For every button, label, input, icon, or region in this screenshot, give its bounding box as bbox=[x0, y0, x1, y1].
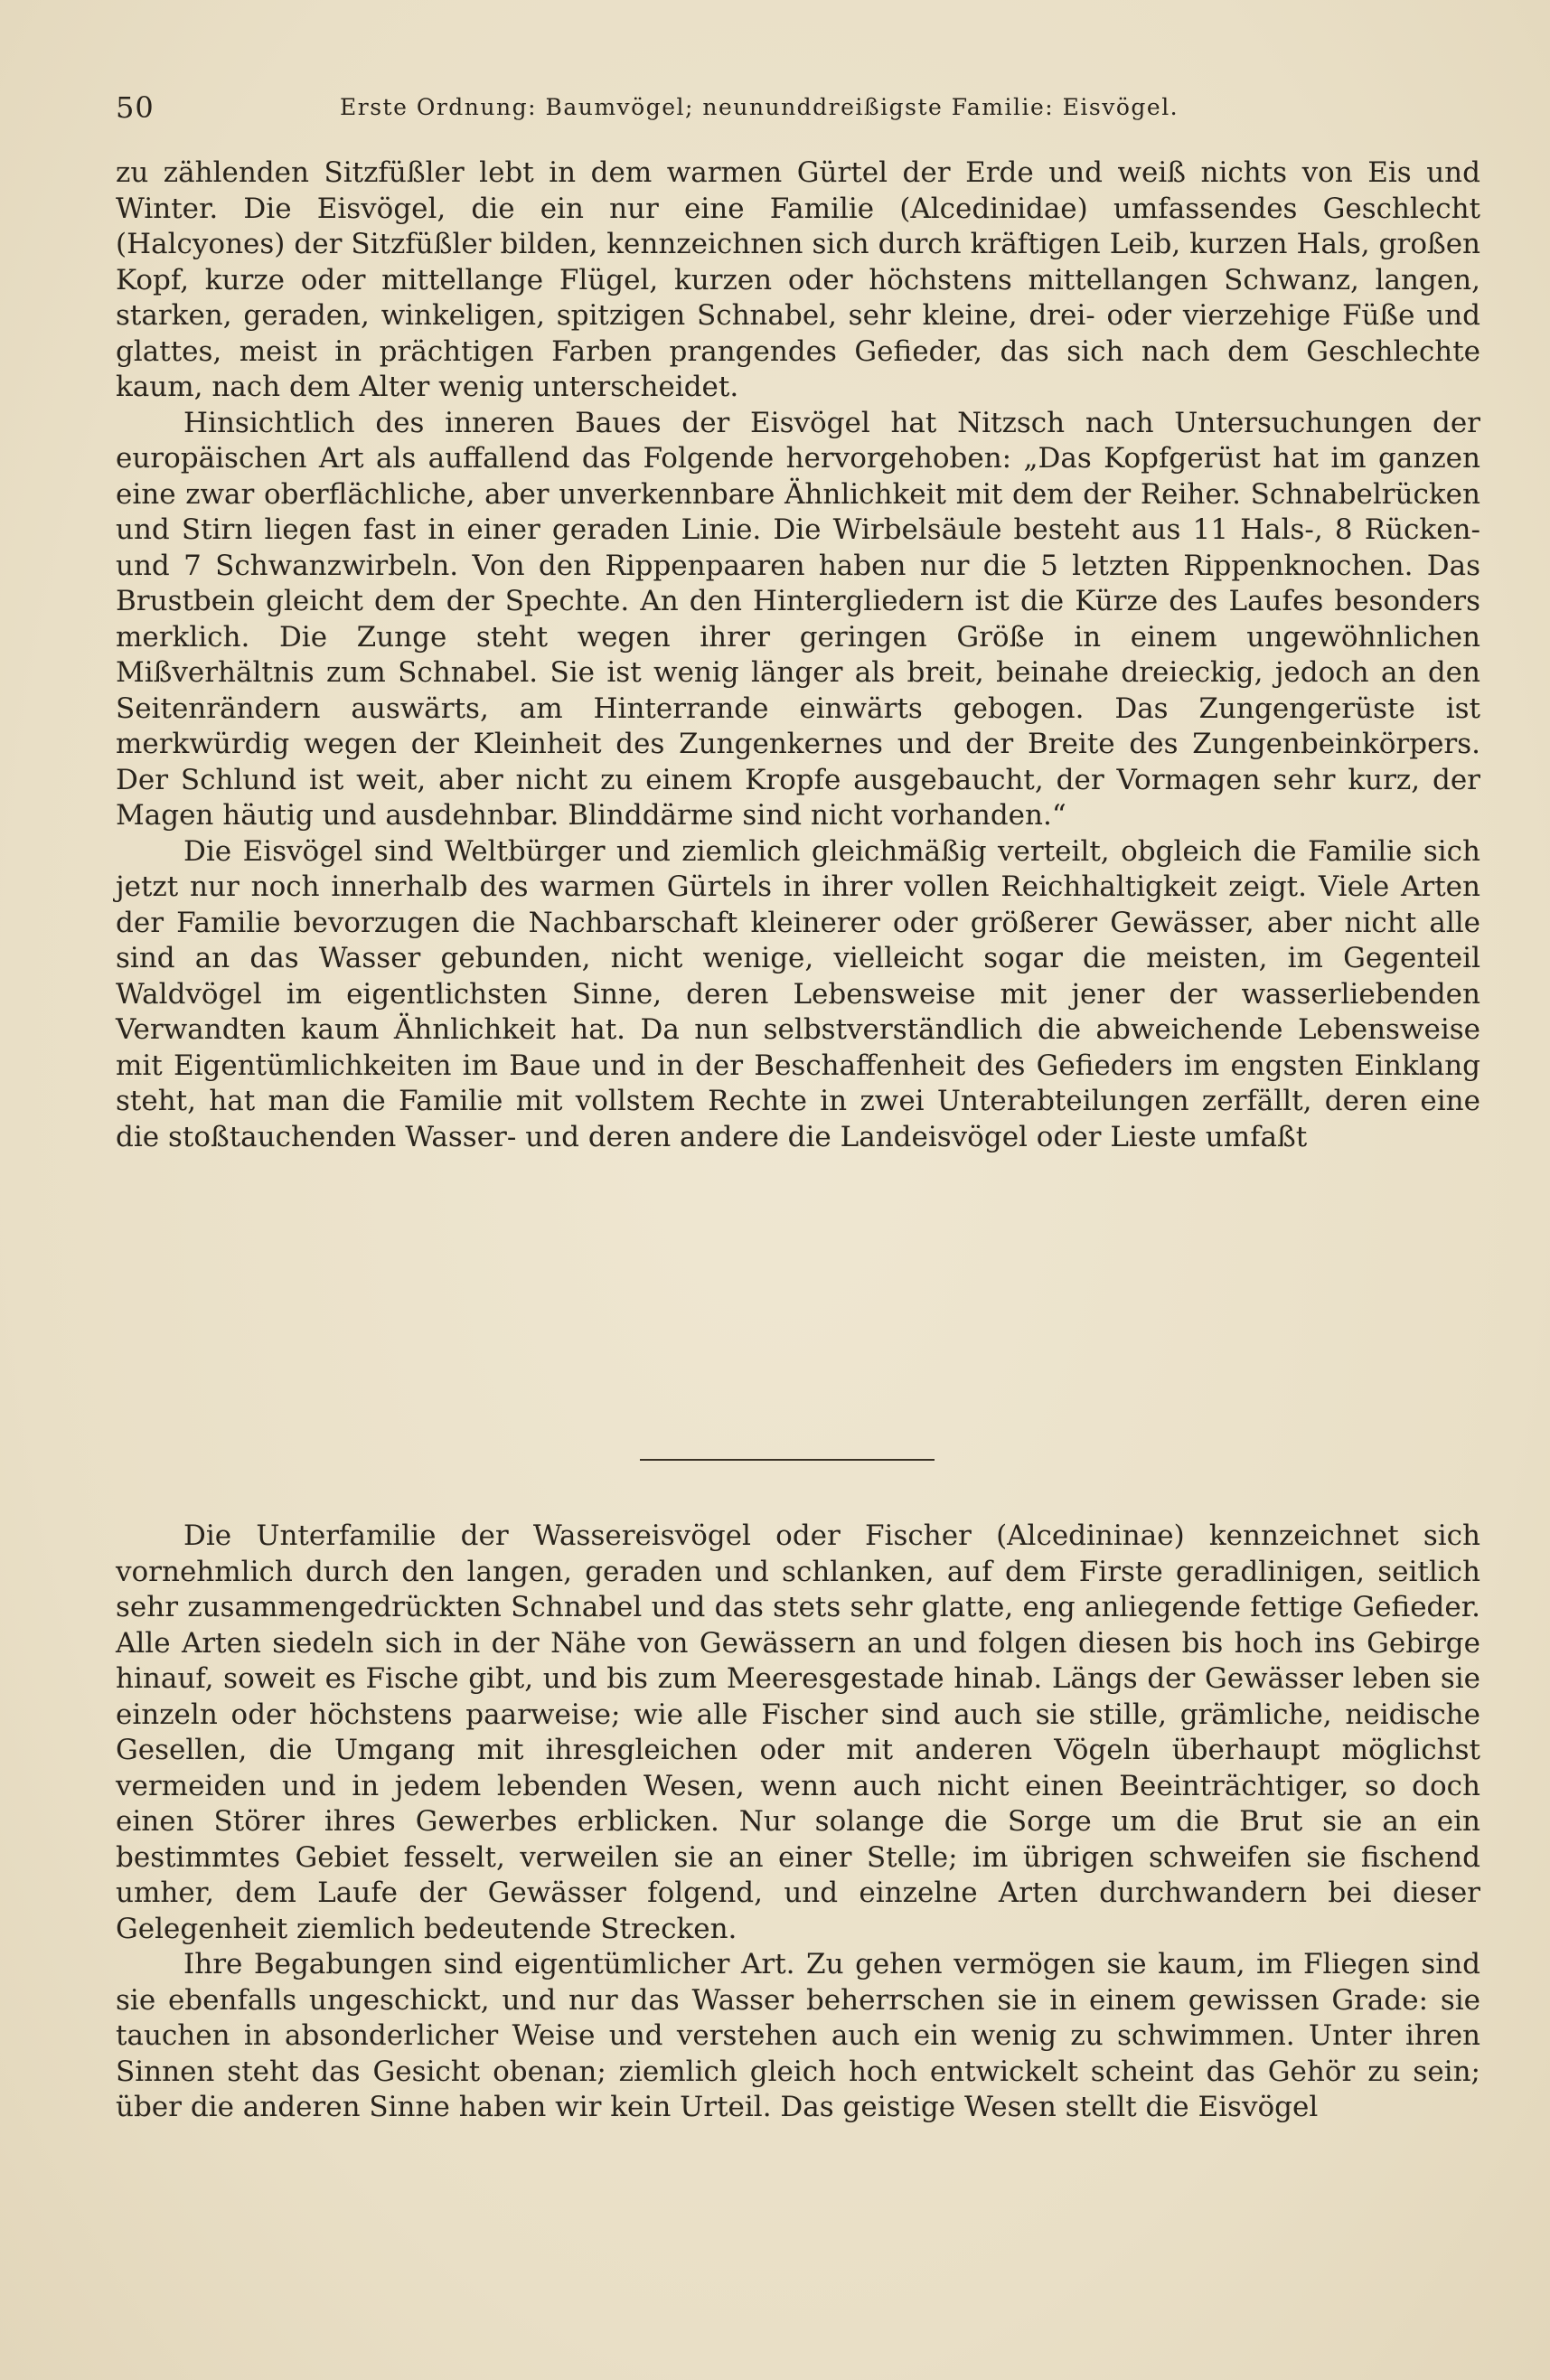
paragraph: Die Unterfamilie der Wassereisvögel oder Fischer (Alcedininae) kennzeichnet sich vornehmlich durch den langen, geraden und schlanken, auf dem Firste geradlinigen, seitlich sehr zusammengedrückten Schnabel und das stets sehr glatte, eng anliegende fettige Gefieder. Alle Arten siedeln sich in der Nähe von Gewässern an und folgen diesen bis hoch ins Gebirge hinauf, soweit es Fische gibt, und bis zum Meeresgestade hinab. Längs der Gewässer leben sie einzeln oder höchstens paarweise; wie alle Fischer sind auch sie stille, grämliche, neidische Gesellen, die Umgang mit ihresgleichen oder mit anderen Vögeln überhaupt möglichst vermeiden und in jedem lebenden Wesen, wenn auch nicht einen Beeinträchtiger, so doch einen Störer ihres Gewerbes erblicken. Nur solange die Sorge um die Brut sie an ein bestimmtes Gebiet fesselt, verweilen sie an einer Stelle; im übrigen schweifen sie fischend umher, dem Laufe der Gewässer folgend, und einzelne Arten durchwandern bei dieser Gelegenheit ziemlich bedeutende Strecken. bbox=[116, 1519, 1480, 1945]
text-block-upper bbox=[116, 155, 1480, 1155]
text-block-lower bbox=[116, 1519, 1480, 2126]
paragraph: Ihre Begabungen sind eigentümlicher Art. Zu gehen vermögen sie kaum, im Fliegen sind sie ebenfalls ungeschickt, und nur das Wasser beherrschen sie in einem gewissen Grade: sie tauchen in absonderlicher Weise und verstehen auch ein wenig zu schwimmen. Unter ihren Sinnen steht das Gesicht obenan; ziemlich gleich hoch entwickelt scheint das Gehör zu sein; über die anderen Sinne haben wir kein Urteil. Das geistige Wesen stellt die Eisvögel bbox=[116, 1948, 1480, 2123]
paragraph: zu zählenden Sitzfüßler lebt in dem warmen Gürtel der Erde und weiß nichts von Eis und Winter. Die Eisvögel, die ein nur eine Familie (Alcedinidae) umfassendes Geschlecht (Halcyones) der Sitzfüßler bilden, kennzeichnen sich durch kräftigen Leib, kurzen Hals, großen Kopf, kurze oder mittellange Flügel, kurzen oder höchstens mittellangen Schwanz, langen, starken, geraden, winkeligen, spitzigen Schnabel, sehr kleine, drei- oder vierzehige Füße und glattes, meist in prächtigen Farben prangendes Gefieder, das sich nach dem Geschlechte kaum, nach dem Alter wenig unterscheidet. bbox=[116, 156, 1480, 403]
paragraph: Die Eisvögel sind Weltbürger und ziemlich gleichmäßig verteilt, obgleich die Familie sich jetzt nur noch innerhalb des warmen Gürtels in ihrer vollen Reichhaltigkeit zeigt. Viele Arten der Familie bevorzugen die Nachbarschaft kleinerer oder größerer Gewässer, aber nicht alle sind an das Wasser gebunden, nicht wenige, vielleicht sogar die meisten, im Gegenteil Waldvögel im eigentlichsten Sinne, deren Lebensweise mit jener der wasserliebenden Verwandten kaum Ähnlichkeit hat. Da nun selbstverständlich die abweichende Lebensweise mit Eigentümlichkeiten im Baue und in der Beschaffenheit des Gefieders im engsten Einklang steht, hat man die Familie mit vollstem Rechte in zwei Unterabteilungen zerfällt, deren eine die stoßtauchenden Wasser- und deren andere die Landeisvögel oder Lieste umfaßt bbox=[116, 834, 1480, 1153]
page-number: 50 bbox=[116, 90, 155, 125]
running-head: Erste Ordnung: Baumvögel; neununddreißigste Familie: Eisvögel. bbox=[340, 94, 1179, 120]
section-divider bbox=[640, 1459, 935, 1461]
paragraph: Hinsichtlich des inneren Baues der Eisvögel hat Nitzsch nach Untersuchungen der europäischen Art als auffallend das Folgende hervorgehoben: „Das Kopfgerüst hat im ganzen eine zwar oberflächliche, aber unverkennbare Ähnlichkeit mit dem der Reiher. Schnabelrücken und Stirn liegen fast in einer geraden Linie. Die Wirbelsäule besteht aus 11 Hals-, 8 Rücken- und 7 Schwanzwirbeln. Von den Rippenpaaren haben nur die 5 letzten Rippenknochen. Das Brustbein gleicht dem der Spechte. An den Hintergliedern ist die Kürze des Laufes besonders merklich. Die Zunge steht wegen ihrer geringen Größe in einem ungewöhnlichen Mißverhältnis zum Schnabel. Sie ist wenig länger als breit, beinahe dreieckig, jedoch an den Seitenrändern auswärts, am Hinterrande einwärts gebogen. Das Zungengerüste ist merkwürdig wegen der Kleinheit des Zungenkernes und der Breite des Zungenbeinkörpers. Der Schlund ist weit, aber nicht zu einem Kropfe ausgebaucht, der Vormagen sehr kurz, der Magen häutig und ausdehnbar. Blinddärme sind nicht vorhanden.“ bbox=[116, 406, 1480, 832]
page-header bbox=[116, 90, 1480, 136]
